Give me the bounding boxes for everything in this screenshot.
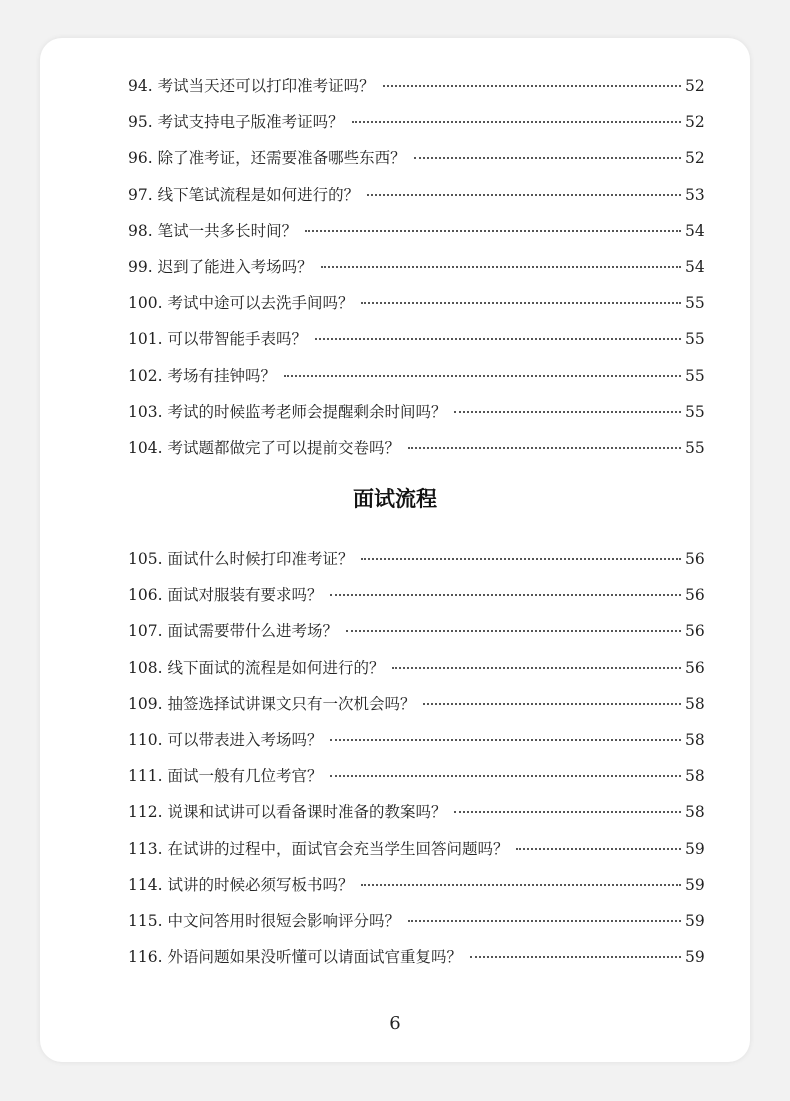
- toc-entry: [128, 321, 703, 357]
- toc-entry-title: 114. 试讲的时候必须写板书吗？: [128, 875, 354, 894]
- dot-leader: [315, 337, 681, 340]
- toc-entry: [128, 285, 703, 321]
- toc-entry-page: 59: [685, 875, 705, 894]
- toc-entry-title: 111. 面试一般有几位考官？: [128, 767, 323, 786]
- toc-list-interview: [128, 541, 703, 975]
- dot-leader: [361, 301, 681, 304]
- toc-entry: [128, 140, 703, 176]
- toc-list-exam: [128, 68, 703, 466]
- toc-entry: [128, 430, 703, 466]
- toc-entry-title: 103. 考试的时候监考老师会提醒剩余时间吗？: [128, 402, 447, 421]
- toc-entry-page: 59: [685, 948, 705, 967]
- toc-entry-title: 101. 可以带智能手表吗？: [128, 330, 307, 349]
- toc-entry-title: 95. 考试支持电子版准考证吗？: [128, 113, 344, 132]
- section-heading: 面试流程: [353, 487, 437, 511]
- toc-entry-title: 97. 线下笔试流程是如何进行的？: [128, 185, 360, 204]
- toc-entry-page: 52: [685, 113, 705, 132]
- toc-entry-title: 94. 考试当天还可以打印准考证吗？: [128, 77, 375, 95]
- toc-entry-page: 55: [685, 366, 705, 385]
- dot-leader: [361, 557, 681, 560]
- toc-entry: [128, 213, 703, 249]
- toc-entry-title: 102. 考场有挂钟吗？: [128, 366, 276, 385]
- toc-entry-title: 107. 面试需要带什么进考场？: [128, 622, 338, 641]
- dot-leader: [367, 193, 681, 196]
- toc-entry: [128, 903, 703, 939]
- page-number: 6: [389, 1013, 401, 1034]
- dot-leader: [352, 120, 681, 123]
- dot-leader: [330, 593, 681, 596]
- toc-entry-page: 53: [685, 185, 705, 204]
- toc-entry-title: 99. 迟到了能进入考场吗？: [128, 257, 313, 276]
- dot-leader: [383, 84, 681, 87]
- dot-leader: [305, 229, 681, 232]
- toc-entry: [128, 758, 703, 794]
- toc-entry-page: 56: [685, 586, 705, 605]
- dot-leader: [392, 666, 681, 669]
- toc-entry-title: 115. 中文问答用时很短会影响评分吗？: [128, 911, 400, 930]
- toc-entry-page: 58: [685, 767, 705, 786]
- toc-entry-page: 56: [685, 658, 705, 677]
- toc-entry: [128, 686, 703, 722]
- toc-entry-page: 59: [685, 839, 705, 858]
- toc-entry-page: 55: [685, 438, 705, 457]
- dot-leader: [330, 738, 681, 741]
- toc-entry: [128, 394, 703, 430]
- toc-entry-title: 96. 除了准考证，还需要准备哪些东西？: [128, 149, 406, 168]
- toc-entry-page: 58: [685, 694, 705, 713]
- toc-entry: [128, 177, 703, 213]
- toc-entry: [128, 794, 703, 830]
- toc-entry-title: 113. 在试讲的过程中，面试官会充当学生回答问题吗？: [128, 839, 509, 858]
- toc-entry: [128, 104, 703, 140]
- toc-entry-title: 106. 面试对服装有要求吗？: [128, 586, 323, 605]
- dot-leader: [284, 374, 681, 377]
- toc-entry-page: 56: [685, 550, 705, 568]
- toc-entry: [128, 831, 703, 867]
- dot-leader: [361, 883, 681, 886]
- toc-entry-title: 98. 笔试一共多长时间？: [128, 221, 298, 240]
- toc-entry-title: 116. 外语问题如果没听懂可以请面试官重复吗？: [128, 948, 462, 967]
- dot-leader: [321, 265, 681, 268]
- toc-entry: [128, 68, 703, 104]
- toc-entry: [128, 358, 703, 394]
- dot-leader: [408, 919, 681, 922]
- toc-entry: [128, 249, 703, 285]
- toc-entry-page: 56: [685, 622, 705, 641]
- dot-leader: [516, 847, 681, 850]
- document-page: [40, 38, 750, 1062]
- dot-leader: [470, 955, 681, 958]
- toc-entry: [128, 613, 703, 649]
- toc-entry: [128, 939, 703, 975]
- toc-entry-page: 52: [685, 77, 705, 95]
- dot-leader: [414, 156, 681, 159]
- dot-leader: [330, 774, 681, 777]
- toc-entry-page: 54: [685, 257, 705, 276]
- toc-entry-title: 104. 考试题都做完了可以提前交卷吗？: [128, 438, 400, 457]
- toc-entry-title: 100. 考试中途可以去洗手间吗？: [128, 294, 354, 313]
- dot-leader: [423, 702, 681, 705]
- toc-entry-page: 55: [685, 294, 705, 313]
- toc-entry: [128, 722, 703, 758]
- toc-entry-page: 55: [685, 402, 705, 421]
- toc-entry-title: 109. 抽签选择试讲课文只有一次机会吗？: [128, 694, 416, 713]
- toc-entry-page: 52: [685, 149, 705, 168]
- toc-entry: [128, 867, 703, 903]
- dot-leader: [346, 629, 681, 632]
- toc-entry-title: 110. 可以带表进入考场吗？: [128, 730, 323, 749]
- toc-entry: [128, 577, 703, 613]
- toc-entry-page: 58: [685, 730, 705, 749]
- toc-entry-page: 58: [685, 803, 705, 822]
- toc-entry-title: 112. 说课和试讲可以看备课时准备的教案吗？: [128, 803, 447, 822]
- toc-entry-title: 108. 线下面试的流程是如何进行的？: [128, 658, 385, 677]
- dot-leader: [454, 410, 681, 413]
- toc-entry: [128, 650, 703, 686]
- toc-entry-page: 54: [685, 221, 705, 240]
- toc-entry-page: 59: [685, 911, 705, 930]
- dot-leader: [454, 810, 681, 813]
- toc-entry: [128, 541, 703, 577]
- toc-entry-page: 55: [685, 330, 705, 349]
- toc-entry-title: 105. 面试什么时候打印准考证？: [128, 550, 354, 568]
- dot-leader: [408, 446, 681, 449]
